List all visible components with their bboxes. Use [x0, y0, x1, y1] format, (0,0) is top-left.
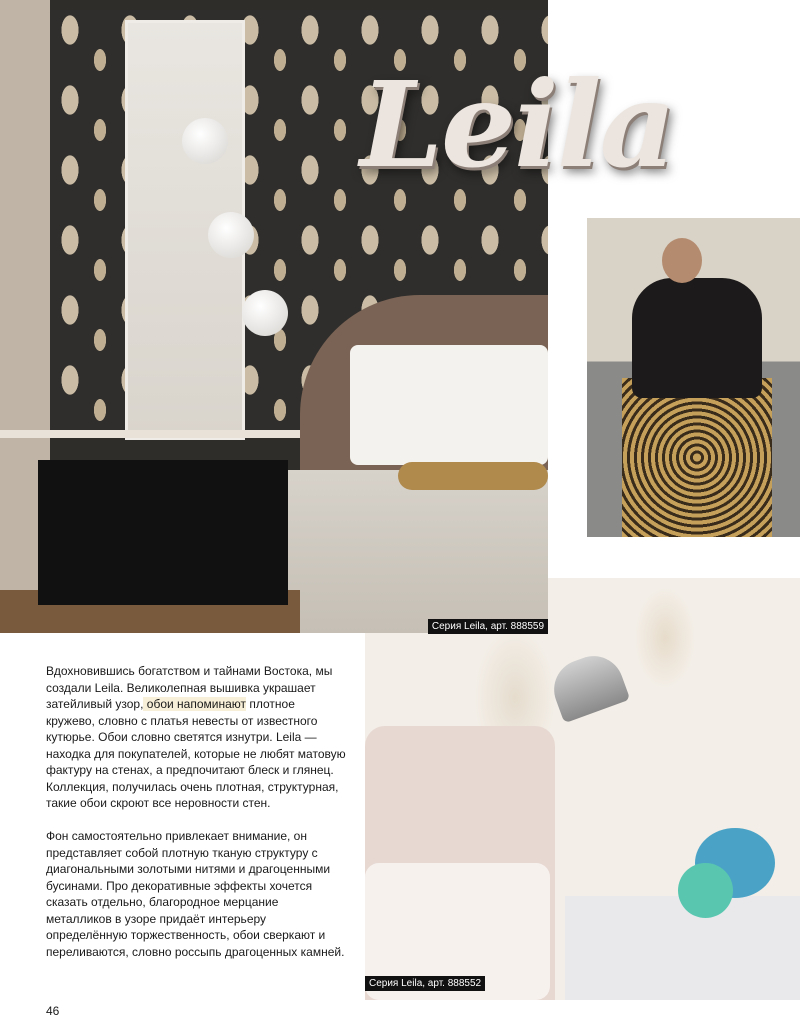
desk-lamp	[546, 648, 631, 724]
leather-jacket	[632, 278, 762, 398]
pillow	[350, 345, 548, 465]
text: Вдохновившись богатством и тайнами Востока, мы создали Leila. Великолепная вышивка украшает затейливый узор,	[46, 664, 333, 711]
nightstand	[38, 460, 288, 605]
sequin-dress	[622, 378, 772, 537]
highlighted-text: обои напоминают	[143, 697, 247, 711]
collection-title: Leila	[360, 55, 675, 194]
paragraph-1	[46, 663, 346, 812]
text: плотное кружево, словно с платья невесты от известного кутюрье. Обои словно светятся изнутри. Leila — находка для покупателей, которые не любят матовую фактуру на стенах, а предпочитают блеск и глянец. Коллекция, получилась очень плотная, структурная, такие обои скроют все неровности стен.	[46, 697, 346, 810]
pendant-lamp	[208, 212, 254, 258]
bedroom-caption: Серия Leila, арт. 888559	[428, 619, 548, 634]
wall-trim	[0, 430, 300, 438]
pendant-lamp	[182, 118, 228, 164]
lamp-caption: Серия Leila, арт. 888552	[365, 976, 485, 991]
pendant-lamp	[242, 290, 288, 336]
paragraph-2: Фон самостоятельно привлекает внимание, он представляет собой плотную тканую структуру с диагональными золотыми нитями и драгоценными бусинами. Про декоративные эффекты хочется сказать отдельно, благородное мерцание металликов в узоре придаёт интерьеру определённую торжественность, обои сверкают и переливаются, словно россыпь драгоценных камней.	[46, 829, 345, 959]
fashion-photo	[587, 218, 800, 537]
page-number: 46	[46, 1004, 60, 1018]
article-body	[46, 663, 346, 977]
green-glass-jar	[678, 863, 733, 918]
lamp-interior-photo	[365, 578, 800, 1000]
side-table	[565, 896, 800, 1000]
bed	[280, 470, 548, 633]
model-head	[662, 238, 702, 283]
bolster	[398, 462, 548, 490]
